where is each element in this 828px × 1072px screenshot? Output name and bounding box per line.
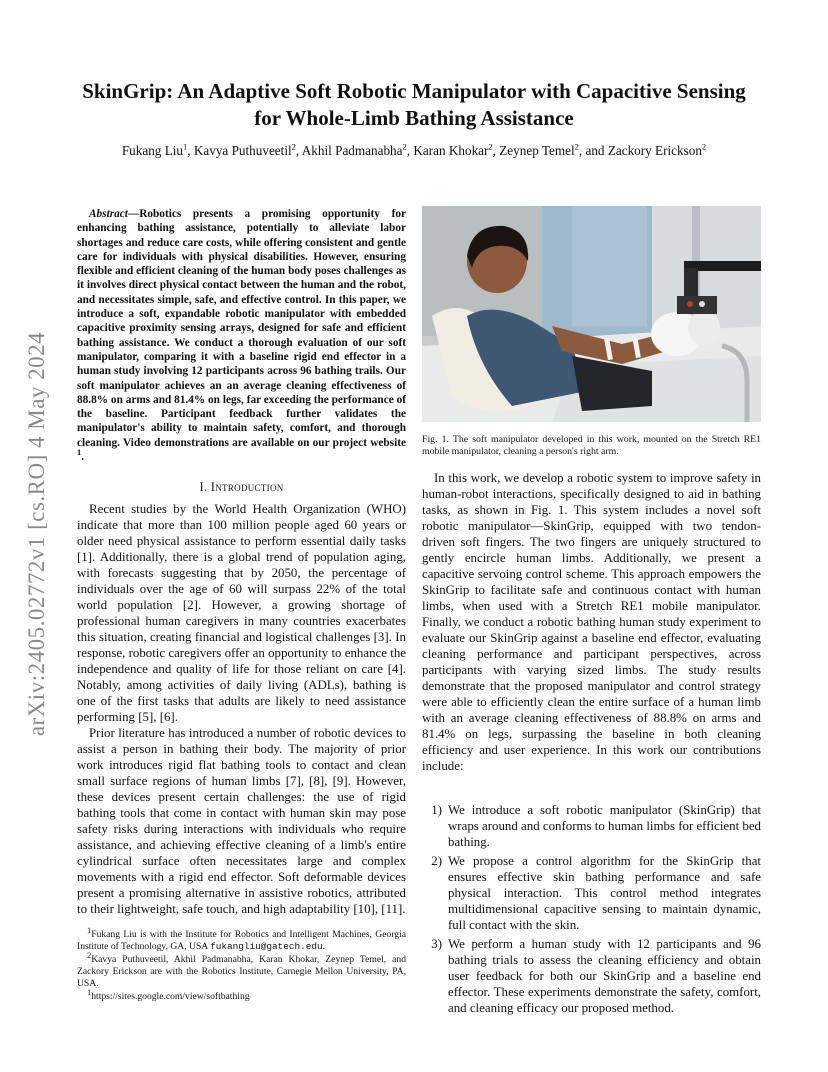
contribution-3-text: We perform a human study with 12 participants and 96 bathing trials to assess the cleaning efficiency and obtain user feedback for both our SkinGrip and a baseline end effector. These experiments demonstrate the safety, comfort, and cleaning efficacy our proposed method. (448, 937, 761, 1015)
author-name: Kavya Puthuveetil (193, 143, 292, 158)
abstract (77, 207, 406, 464)
intro-paragraph-2: Prior literature has introduced a number of robotic devices to assist a person in bathing their body. The majority of prior work introduces rigid flat bathing tools to contact and clean small surface regions of human limbs [7], [8], [9]. However, these devices present certain challenges: the use of rigid bathing tools that come in contact with human skin may pose safety risks during interactions with individuals who require assistance, and achieving effective cleaning of a limb's entire cylindrical surface often necessitates large and complex movements with a rigid end effector. Soft deformable devices present a promising alternative in assistive robotics, attributed to their lightweight, safe touch, and high adaptability [10], [11]. (77, 726, 406, 917)
arxiv-id-text: arXiv:2405.02772v1 [cs.RO] 4 May 2024 (24, 331, 50, 737)
author-separator: , (187, 143, 194, 158)
footnote-1 (77, 925, 406, 953)
paper-title: SkinGrip: An Adaptive Soft Robotic Manipulator with Capacitive Sensing for Whole-Limb Bathing Assistance (82, 79, 746, 130)
abstract-label: Abstract (89, 208, 128, 220)
author-separator: , and (578, 143, 608, 158)
contribution-2-text: We propose a control algorithm for the SkinGrip that ensures effective skin bathing performance and safe physical interaction. This control method integrates multidimensional capacitive sensing to maintain dynamic, full contact with the skin. (448, 854, 761, 932)
footnote-1-text: Fukang Liu is with the Institute for Robotics and Intelligent Machines, Georgia Institute of Technology, GA, USA (77, 929, 406, 953)
intro-paragraph-1: Recent studies by the World Health Organization (WHO) indicate that more than 100 million people aged 60 years or older need physical assistance to perform essential daily tasks [1]. Additionally, there is a global trend of population aging, with forecasts suggesting that by 2050, the percentage of individuals over the age of 60 will surpass 22% of the total world population [2]. However, a growing shortage of professional human caregivers in many countries exacerbates this situation, creating financial and logistical challenges [3]. In response, robotic caregivers offer an opportunity to enhance the independence and quality of life for those reliant on care [4]. Notably, among activities of daily living (ADLs), bathing is one of the first tasks that adults are likely to need assistance performing [5], [6]. (77, 502, 406, 725)
footnotes (77, 925, 406, 1003)
footnote-2-text: Kavya Puthuveetil, Akhil Padmanabha, Karan Khokar, Zeynep Temel, and Zackory Erickson are with the Robotics Institute, Carnegie Mellon University, PA, USA. (77, 954, 406, 990)
author-separator: , (492, 143, 500, 158)
footnote-1-email[interactable]: fukangliu@gatech.edu (210, 941, 323, 953)
contribution-item (422, 936, 761, 1016)
contribution-item (422, 853, 761, 933)
section-number: I. (199, 480, 208, 495)
footnote-3 (77, 987, 406, 1003)
author-affiliation-mark: 1 (183, 141, 188, 152)
author-affiliation-mark: 2 (488, 141, 493, 152)
contributions-list (422, 802, 761, 1016)
contribution-item (422, 802, 761, 850)
figure-1-caption: Fig. 1. The soft manipulator developed in this work, mounted on the Stretch RE1 mobile manipulator, cleaning a person's right arm. (422, 434, 761, 457)
footnote-2-mark: 2 (87, 950, 92, 961)
footnote-2 (77, 950, 406, 990)
section-heading (77, 480, 406, 495)
author-affiliation-mark: 2 (291, 141, 296, 152)
author-name: Fukang Liu (121, 143, 184, 158)
author-name: Zackory Erickson (607, 143, 702, 158)
abstract-end: . (81, 451, 85, 464)
figure-1-photo (422, 206, 761, 422)
robot-bathing-illustration (422, 206, 761, 422)
footnote-1-mark: 1 (87, 925, 92, 936)
author-separator: , (295, 143, 302, 158)
contribution-1-text: We introduce a soft robotic manipulator (SkinGrip) that wraps around and conforms to human limbs for efficient bed bathing. (448, 803, 761, 849)
abstract-text: —Robotics presents a promising opportunity for enhancing bathing assistance, potentially to alleviate labor shortages and reduce care costs, while offering consistent and gentle care for individuals with physical disabilities. However, ensuring flexible and efficient cleaning of the human body poses challenges as it involves direct physical contact between the human and the robot, and necessitates simple, safe, and effective control. In this paper, we introduce a soft, expandable robotic manipulator with embedded capacitive proximity sensing arrays, designed for safe and efficient bathing assistance. We conduct a thorough evaluation of our soft manipulator, comparing it with a baseline rigid end effector in a human study involving 12 participants across 96 bathing trails. Our soft manipulator achieves an an average cleaning effectiveness of 88.8% on arms and 81.4% on legs, far exceeding the performance of the baseline. Participant feedback further validates the manipulator's ability to maintain safety, comfort, and thorough cleaning. Video demonstrations are available on our project website (77, 208, 406, 449)
author-name: Akhil Padmanabha (301, 143, 403, 158)
author-list (60, 142, 768, 160)
author-name: Zeynep Temel (499, 143, 575, 158)
contribution-1-number: 1) (431, 803, 442, 817)
intro-paragraph-3: In this work, we develop a robotic system to improve safety in human-robot interactions, specifically designed to aid in bathing tasks, as shown in Fig. 1. This system includes a novel soft robotic manipulator—SkinGrip, equipped with two tendon-driven soft fingers. The two fingers are uniquely structured to gently encircle human limbs. Additionally, we present a capacitive servoing control scheme. This approach empowers the SkinGrip to facilitate safe and continuous contact with human limbs, when used with a Stretch RE1 mobile manipulator. Finally, we conduct a robotic bathing human study experiment to evaluate our SkinGrip against a baseline end effector, evaluating cleaning performance and participant perspectives, across participants with varying sized limbs. The study results demonstrate that the proposed manipulator and control strategy were able to efficiently clean the entire surface of a human limb with an average cleaning effectiveness of 88.8% on arms and 81.4% on legs, surpassing the baseline in both cleaning efficiency and user experience. In this work our contributions include: (422, 471, 761, 773)
author-separator: , (406, 143, 414, 158)
footnote-3-url[interactable]: https://sites.google.com/view/softbathing (91, 991, 250, 1003)
footnote-3-mark: 1 (87, 987, 92, 998)
contribution-2-number: 2) (431, 854, 442, 868)
author-name: Karan Khokar (413, 143, 489, 158)
abstract-footnote-mark: 1 (77, 447, 82, 458)
arxiv-identifier (22, 284, 52, 784)
author-affiliation-mark: 2 (701, 141, 707, 152)
author-affiliation-mark: 2 (574, 141, 579, 152)
right-column (422, 206, 761, 1019)
footnote-1-end: . (322, 941, 326, 953)
contribution-3-number: 3) (431, 937, 442, 951)
left-column (77, 207, 406, 1004)
section-title: Introduction (210, 480, 284, 495)
author-affiliation-mark: 2 (402, 141, 407, 152)
